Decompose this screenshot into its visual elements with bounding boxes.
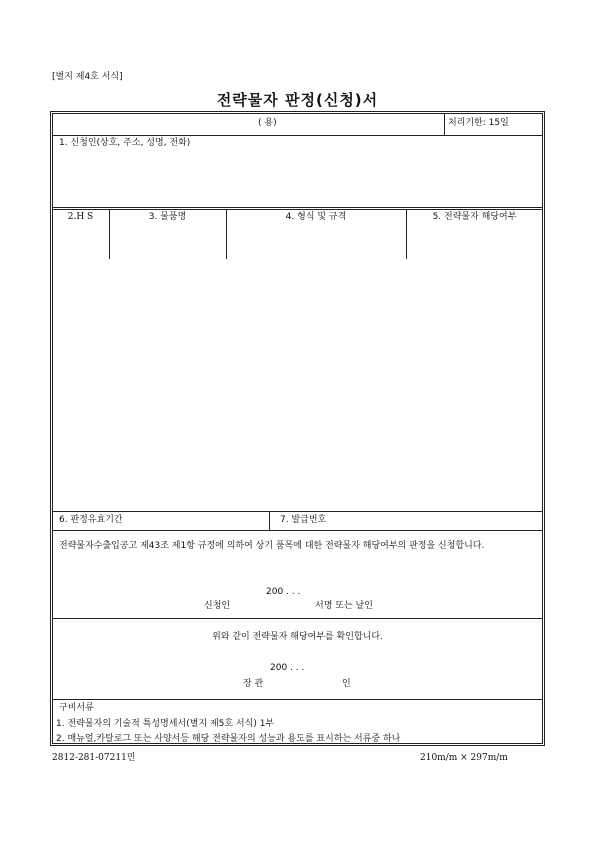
signature-label: 서명 또는 날인 [315, 601, 373, 611]
confirmation-date: 200 . . . [270, 663, 305, 673]
column-spec: 4. 형식 및 규격 [285, 212, 347, 222]
column-item-name: 3. 물품명 [148, 212, 187, 222]
required-documents-heading: 구비서류 [59, 703, 94, 713]
divider [52, 135, 543, 136]
page-title: 전략물자 판정(신청)서 [216, 91, 379, 109]
usage-label: ( 용) [258, 118, 277, 128]
divider [52, 699, 543, 700]
divider [52, 618, 543, 619]
divider [269, 511, 270, 530]
divider [52, 207, 543, 208]
required-document-item: 1. 전략물자의 기술적 특성명세서(별지 제5호 서식) 1부 [56, 719, 275, 729]
applicant-sign-label: 신청인 [204, 601, 231, 611]
minister-label: 장 관 [243, 679, 264, 689]
confirmation-statement: 위와 같이 전략물자 해당여부를 확인합니다. [212, 632, 383, 642]
applicant-label: 1. 신청인(상호, 주소, 성명, 전화) [59, 138, 191, 148]
divider [52, 511, 543, 512]
required-document-item: 2. 매뉴얼,카탈로그 또는 사양서등 해당 전략물자의 성능과 용도를 표시하는 서류중 하나 [56, 734, 401, 744]
validity-period-label: 6. 판정유효기간 [59, 515, 123, 525]
column-strategic-status: 5. 전략물자 해당여부 [432, 212, 517, 222]
application-statement: 전략물자수출입공고 제43조 제1항 규정에 의하여 상기 품목에 대한 전략물자 해당여부의 판정을 신청합니다. [59, 541, 485, 551]
column-hs: 2.H S [67, 212, 94, 222]
form-code: 2812-281-07211민 [52, 753, 136, 763]
divider [52, 209, 543, 210]
applicant-field[interactable] [55, 152, 540, 204]
application-date: 200 . . . [266, 587, 301, 597]
processing-deadline: 처리기한: 15일 [448, 118, 509, 128]
divider [52, 530, 543, 531]
divider [444, 113, 445, 135]
paper-size: 210m/m × 297m/m [420, 753, 508, 763]
seal-label: 인 [342, 679, 351, 689]
issue-number-label: 7. 발급번호 [280, 515, 327, 525]
form-number-label: [별지 제4호 서식] [52, 72, 123, 82]
items-entry-area[interactable] [55, 228, 540, 508]
